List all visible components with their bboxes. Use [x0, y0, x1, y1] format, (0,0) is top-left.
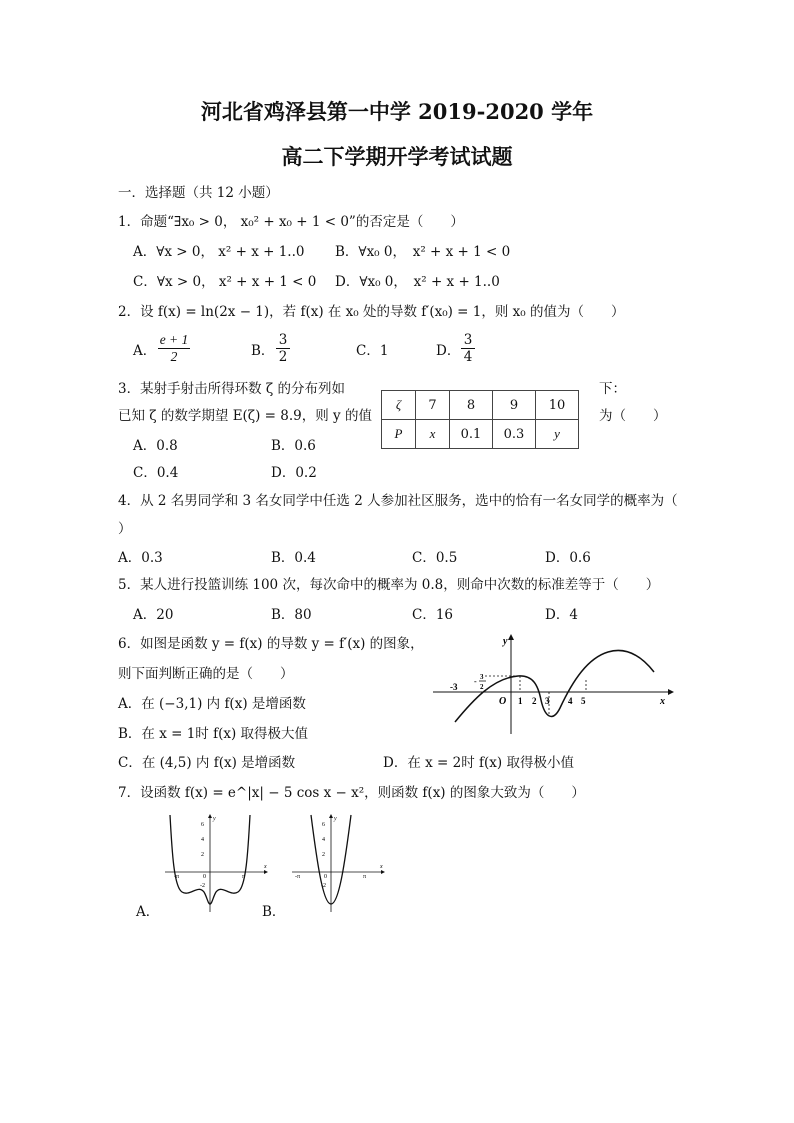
q4-stem-tail: ） — [118, 521, 132, 537]
q5-option-a: A．20 — [133, 607, 174, 623]
origin-label: 0 — [324, 874, 327, 880]
y-tick-2: 2 — [201, 852, 204, 858]
origin-label: O — [499, 696, 507, 707]
y-axis-label: y — [503, 636, 508, 647]
table-cell: 0.3 — [493, 420, 536, 449]
q2-option-d-label: D． — [436, 343, 461, 359]
y-tick-4: 4 — [201, 837, 204, 843]
q7-graph-b — [287, 812, 389, 914]
q5-stem: 5．某人进行投篮训练 100 次，每次命中的概率为 0.8，则命中次数的标准差等于（ ） — [118, 577, 660, 593]
y-axis-label: y — [213, 816, 216, 822]
x-tick-pi: π — [242, 874, 246, 880]
tick-label-half-denominator: 2 — [480, 683, 484, 691]
q6-option-c: C．在 (4,5) 内 f(x) 是增函数 — [118, 755, 296, 771]
x-axis-arrow — [381, 870, 385, 874]
q3-line2-tail: 为（ ） — [599, 408, 667, 424]
q7-option-a-label: A． — [136, 904, 160, 920]
q2-option-a-denominator: 2 — [170, 349, 178, 364]
x-tick-neg-pi: -π — [174, 874, 180, 880]
tick-label-half-numerator: 3 — [480, 673, 484, 681]
y-tick-neg2: -2 — [321, 883, 326, 889]
q2-option-b-numerator: 3 — [276, 332, 290, 349]
q2-option-b-denominator: 2 — [278, 349, 288, 365]
q4-option-d: D．0.6 — [545, 550, 591, 566]
q2-option-d-denominator: 4 — [463, 349, 473, 365]
table-cell: x — [416, 420, 450, 449]
tick-label-1: 1 — [518, 696, 523, 706]
q1-option-c: C．∀x > 0， x² + x + 1 < 0 — [133, 274, 317, 290]
q1-option-a: A．∀x > 0， x² + x + 1..0 — [133, 244, 305, 260]
q2-option-b-label: B． — [251, 343, 275, 359]
derivative-curve — [455, 650, 654, 722]
q3-option-b: B．0.6 — [271, 438, 316, 454]
tick-label-neg3: -3 — [450, 682, 458, 692]
q2-option-a-numerator: e + 1 — [159, 332, 189, 347]
table-row — [382, 391, 579, 420]
x-tick-pi: π — [363, 874, 367, 880]
q1-stem: 1．命题“∃x₀ > 0， x₀² + x₀ + 1 < 0”的否定是（ ） — [118, 214, 464, 230]
q6-line1: 6．如图是函数 y = f(x) 的导数 y = f′(x) 的图象， — [118, 636, 424, 652]
q6-option-d: D．在 x = 2时 f(x) 取得极小值 — [383, 755, 574, 771]
tick-label-5: 5 — [581, 696, 586, 706]
q2-option-d-fraction — [461, 332, 475, 365]
y-axis-arrow — [208, 814, 212, 818]
q4-stem: 4．从 2 名男同学和 3 名女同学中任选 2 人参加社区服务，选中的恰有一名女同学的概率为（ — [118, 493, 678, 509]
q7-stem: 7．设函数 f(x) = e^|x| − 5 cos x − x²，则函数 f(x) 的图象大致为（ ） — [118, 785, 585, 801]
tick-label-2: 2 — [532, 696, 537, 706]
x-tick-neg-pi: -π — [295, 874, 301, 880]
table-cell: 0.1 — [450, 420, 493, 449]
q6-line2: 则下面判断正确的是（ ） — [118, 666, 294, 682]
q5-option-d: D．4 — [545, 607, 578, 623]
y-tick-6: 6 — [322, 822, 325, 828]
table-cell: P — [382, 420, 416, 449]
document-subtitle: 高二下学期开学考试试题 — [281, 144, 513, 169]
table-row — [382, 420, 579, 449]
y-axis-arrow — [329, 814, 333, 818]
q1-option-b: B．∀x₀ 0， x² + x + 1 < 0 — [335, 244, 511, 260]
q6-option-b: B．在 x = 1时 f(x) 取得极大值 — [118, 726, 309, 742]
q5-option-c: C．16 — [412, 607, 454, 623]
distribution-table — [381, 390, 579, 449]
q3-option-c: C．0.4 — [133, 465, 179, 481]
tick-label-4: 4 — [568, 696, 573, 706]
y-tick-4: 4 — [322, 837, 325, 843]
y-axis-label: y — [334, 816, 337, 822]
table-cell: 8 — [450, 391, 493, 420]
q3-line1-tail: 下： — [599, 381, 626, 397]
q2-option-a-fraction — [158, 332, 190, 365]
document-title: 河北省鸡泽县第一中学 2019-2020 学年 — [200, 99, 594, 124]
y-tick-6: 6 — [201, 822, 204, 828]
q2-option-d-numerator: 3 — [461, 332, 475, 349]
y-axis-arrow — [508, 634, 514, 640]
x-axis-label: x — [264, 864, 267, 870]
origin-label: 0 — [203, 874, 206, 880]
q5-option-b: B．80 — [271, 607, 312, 623]
x-axis-arrow — [264, 870, 268, 874]
table-cell: y — [536, 420, 579, 449]
q4-option-c: C．0.5 — [412, 550, 458, 566]
q4-option-b: B．0.4 — [271, 550, 316, 566]
q2-option-c: C．1 — [356, 343, 389, 359]
q2-stem: 2．设 f(x) = ln(2x − 1)，若 f(x) 在 x₀ 处的导数 f′(x₀) = 1，则 x₀ 的值为（ ） — [118, 304, 625, 320]
q6-option-a: A．在 (−3,1) 内 f(x) 是增函数 — [118, 696, 306, 712]
q1-option-d: D．∀x₀ 0， x² + x + 1..0 — [335, 274, 500, 290]
derivative-graph — [428, 630, 678, 736]
tick-label-neg-half-sign: - — [474, 677, 477, 686]
tick-label-3: 3 — [545, 696, 550, 706]
q3-line1: 3．某射手射击所得环数 ζ 的分布列如 — [118, 381, 345, 397]
table-cell: ζ — [382, 391, 416, 420]
q7-graph-a — [160, 812, 272, 914]
q3-option-d: D．0.2 — [271, 465, 317, 481]
q4-option-a: A．0.3 — [118, 550, 163, 566]
x-axis-label: x — [380, 864, 383, 870]
q3-line2: 已知 ζ 的数学期望 E(ζ) = 8.9，则 y 的值 — [118, 408, 372, 424]
table-cell: 10 — [536, 391, 579, 420]
q2-option-a-label: A． — [133, 343, 157, 359]
x-axis-arrow — [668, 689, 674, 695]
q7-option-b-label: B． — [262, 904, 286, 920]
y-tick-2: 2 — [322, 852, 325, 858]
y-tick-neg2: -2 — [200, 883, 205, 889]
section-heading: 一．选择题（共 12 小题） — [118, 185, 279, 201]
table-cell: 7 — [416, 391, 450, 420]
table-cell: 9 — [493, 391, 536, 420]
x-axis-label: x — [660, 696, 665, 707]
q2-option-b-fraction — [276, 332, 290, 365]
q3-option-a: A．0.8 — [133, 438, 178, 454]
